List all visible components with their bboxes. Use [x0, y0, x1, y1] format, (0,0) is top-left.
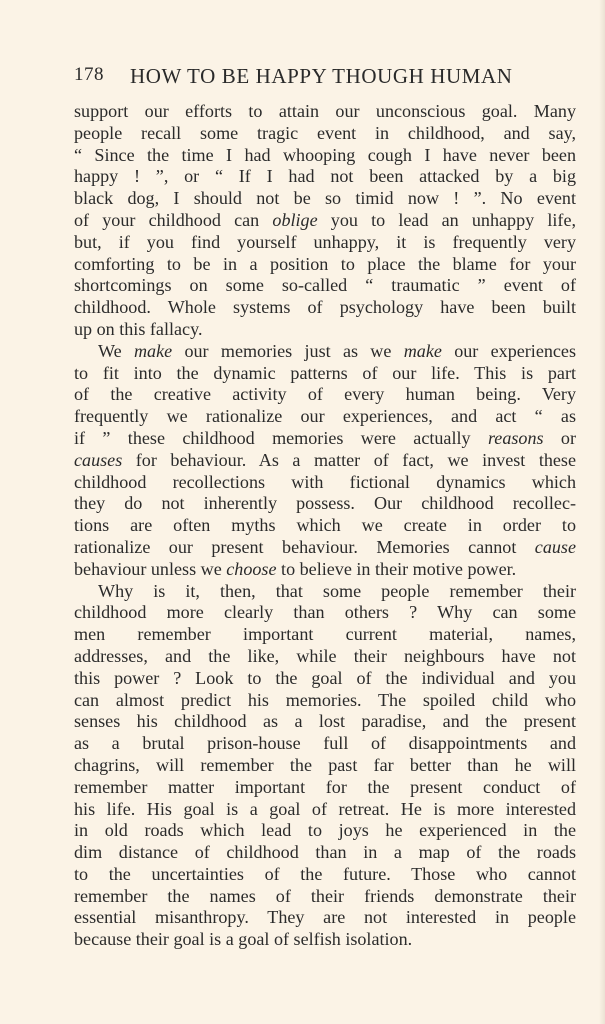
text-segment: childhood recollections with fictional dynamics which: [74, 471, 576, 492]
text-segment: they do not inherently possess. Our childhood recollec-: [74, 493, 576, 514]
text-line: [74, 777, 576, 799]
text-segment: to fit into the dynamic patterns of our life. This is part: [74, 362, 576, 383]
text-segment: because their goal is a goal of selfish isolation.: [74, 929, 413, 950]
text-line: [74, 428, 576, 450]
text-line: [74, 864, 576, 886]
text-line: [74, 668, 576, 690]
text-line: [74, 210, 576, 232]
text-segment: his life. His goal is a goal of retreat. He is more interested: [74, 798, 576, 819]
text-segment: for behaviour. As a matter of fact, we invest these: [122, 449, 576, 470]
text-segment: of the creative activity of every human being. Very: [74, 384, 576, 405]
text-line: [74, 624, 576, 646]
text-segment: chagrins, will remember the past far better than he will: [74, 754, 576, 775]
italic-text: reasons: [487, 427, 544, 448]
text-segment: black dog, I should not be so timid now ! ”. No event: [74, 188, 576, 209]
text-segment: remember the names of their friends demonstrate their: [74, 885, 576, 906]
page-edge-shadow: [599, 0, 605, 1024]
body-text: [74, 101, 576, 951]
text-segment: behaviour unless we: [74, 558, 227, 579]
text-segment: to the uncertainties of the future. Those who cannot: [74, 863, 576, 884]
text-line: [74, 166, 576, 188]
text-segment: our memories just as we: [172, 340, 404, 361]
text-line: [74, 275, 576, 297]
text-segment: up on this fallacy.: [74, 318, 203, 339]
text-segment: happy ! ”, or “ If I had not been attacked by a big: [74, 166, 576, 187]
text-segment: this power ? Look to the goal of the individual and you: [74, 667, 576, 688]
text-segment: as a brutal prison-house full of disappointments and: [74, 733, 576, 754]
text-line: [74, 537, 576, 559]
text-line: [74, 406, 576, 428]
text-segment: essential misanthropy. They are not interested in people: [74, 907, 576, 928]
text-segment: shortcomings on some so-called “ traumatic ” event of: [74, 275, 576, 296]
text-line: [74, 341, 576, 363]
paragraph: [74, 341, 576, 581]
text-line: [74, 472, 576, 494]
text-line: [74, 232, 576, 254]
text-line: [74, 559, 576, 581]
text-segment: “ Since the time I had whooping cough I have never been: [74, 144, 576, 165]
text-line: [74, 755, 576, 777]
text-line: [74, 515, 576, 537]
text-line: [74, 820, 576, 842]
text-line: [74, 123, 576, 145]
text-segment: childhood. Whole systems of psychology have been built: [74, 297, 576, 318]
text-segment: addresses, and the like, while their neighbours have not: [74, 645, 576, 666]
text-segment: if ” these childhood memories were actually: [74, 427, 488, 448]
text-line: [74, 602, 576, 624]
italic-text: cause: [534, 536, 576, 557]
italic-text: make: [403, 340, 442, 361]
paragraph: [74, 101, 576, 341]
text-line: [74, 493, 576, 515]
text-line: [74, 733, 576, 755]
text-line: [74, 188, 576, 210]
text-segment: Why is it, then, that some people remember their: [98, 580, 576, 601]
text-segment: our experiences: [441, 340, 577, 361]
text-line: [74, 929, 576, 951]
text-segment: dim distance of childhood than in a map of the roads: [74, 842, 576, 863]
text-line: [74, 101, 576, 123]
text-line: [74, 799, 576, 821]
italic-text: causes: [74, 449, 123, 470]
text-segment: to believe in their motive power.: [276, 558, 517, 579]
text-segment: you to lead an unhappy life,: [317, 209, 577, 230]
text-line: [74, 450, 576, 472]
text-segment: people recall some tragic event in childhood, and say,: [74, 122, 576, 143]
text-segment: tions are often myths which we create in order to: [74, 515, 576, 536]
text-line: [74, 646, 576, 668]
text-segment: support our efforts to attain our unconscious goal. Many: [74, 101, 576, 121]
italic-text: choose: [226, 558, 277, 579]
text-segment: comforting to be in a position to place the blame for your: [74, 253, 576, 274]
text-segment: remember matter important for the present conduct of: [74, 776, 576, 797]
text-line: [74, 886, 576, 908]
text-line: [74, 384, 576, 406]
italic-text: make: [133, 340, 173, 361]
text-line: [74, 581, 576, 603]
text-segment: rationalize our present behaviour. Memories cannot: [74, 536, 535, 557]
text-line: [74, 319, 576, 341]
text-segment: can almost predict his memories. The spoiled child who: [74, 689, 576, 710]
text-segment: frequently we rationalize our experiences, and act “ as: [74, 406, 576, 427]
page-header: [74, 64, 580, 94]
text-segment: of your childhood can: [74, 209, 273, 230]
text-segment: but, if you find yourself unhappy, it is frequently very: [74, 231, 576, 252]
text-segment: senses his childhood as a lost paradise, and the present: [74, 711, 576, 732]
italic-text: oblige: [272, 209, 318, 230]
text-line: [74, 145, 576, 167]
text-line: [74, 297, 576, 319]
text-line: [74, 254, 576, 276]
text-line: [74, 690, 576, 712]
text-segment: or: [543, 427, 576, 448]
page-number: 178: [74, 64, 104, 85]
text-segment: in old roads which lead to joys he experienced in the: [74, 820, 576, 841]
text-line: [74, 842, 576, 864]
text-line: [74, 711, 576, 733]
text-line: [74, 907, 576, 929]
text-segment: childhood more clearly than others ? Why can some: [74, 602, 576, 623]
text-segment: We: [98, 340, 134, 361]
running-title: HOW TO BE HAPPY THOUGH HUMAN: [130, 64, 513, 88]
text-segment: men remember important current material, names,: [74, 624, 576, 645]
text-line: [74, 363, 576, 385]
paragraph: [74, 581, 576, 952]
